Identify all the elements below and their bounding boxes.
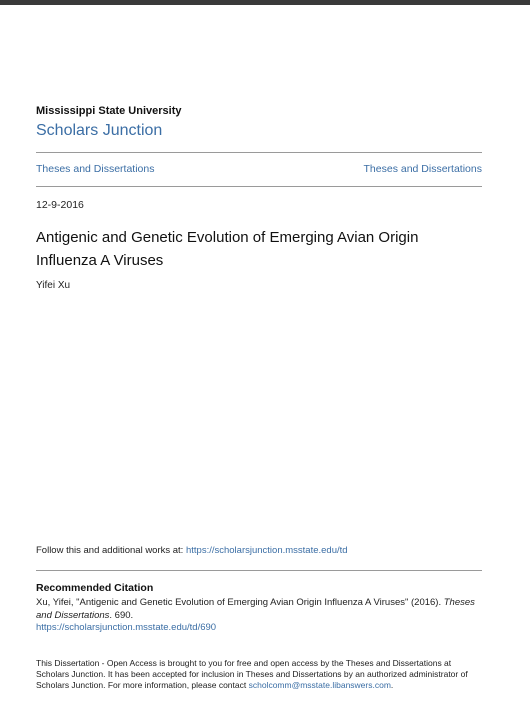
university-name: Mississippi State University xyxy=(36,105,182,117)
top-border xyxy=(0,0,530,5)
breadcrumb-collection-link[interactable]: Theses and Dissertations xyxy=(36,163,155,175)
follow-link[interactable]: https://scholarsjunction.msstate.edu/td xyxy=(185,545,348,556)
citation-text: Xu, Yifei, "Antigenic and Genetic Evolution of Emerging Avian Origin Influenza A Viruses" (2016). xyxy=(36,597,444,608)
citation-block xyxy=(36,597,482,635)
breadcrumb-series-link[interactable]: Theses and Dissertations xyxy=(363,163,482,175)
publication-date: 12-9-2016 xyxy=(36,199,84,211)
citation-link[interactable]: https://scholarsjunction.msstate.edu/td/690 xyxy=(36,622,217,633)
citation-series: Theses and Dissertations xyxy=(36,597,475,621)
access-notice xyxy=(36,658,482,691)
document-title: Antigenic and Genetic Evolution of Emerging Avian Origin Influenza A Viruses xyxy=(36,229,419,269)
notice-text: This Dissertation - Open Access is brought to you for free and open access by the Theses and Dissertations at Scholars Junction. It has been accepted for inclusion in Theses and Dissertations by an authorized administrator of Scholars Junction. For more information, please contact xyxy=(36,658,468,690)
author-name: Yifei Xu xyxy=(36,280,71,291)
notice-end: . xyxy=(390,680,394,690)
divider-top xyxy=(36,152,482,153)
follow-line xyxy=(36,545,348,556)
citation-number: . 690. xyxy=(109,609,134,621)
contact-email-link[interactable]: scholcomm@msstate.libanswers.com xyxy=(248,680,391,690)
follow-text: Follow this and additional works at: xyxy=(36,545,186,556)
repository-link[interactable]: Scholars Junction xyxy=(36,122,163,139)
divider-citation xyxy=(36,570,482,571)
citation-heading: Recommended Citation xyxy=(36,582,154,594)
divider-bottom xyxy=(36,186,482,187)
